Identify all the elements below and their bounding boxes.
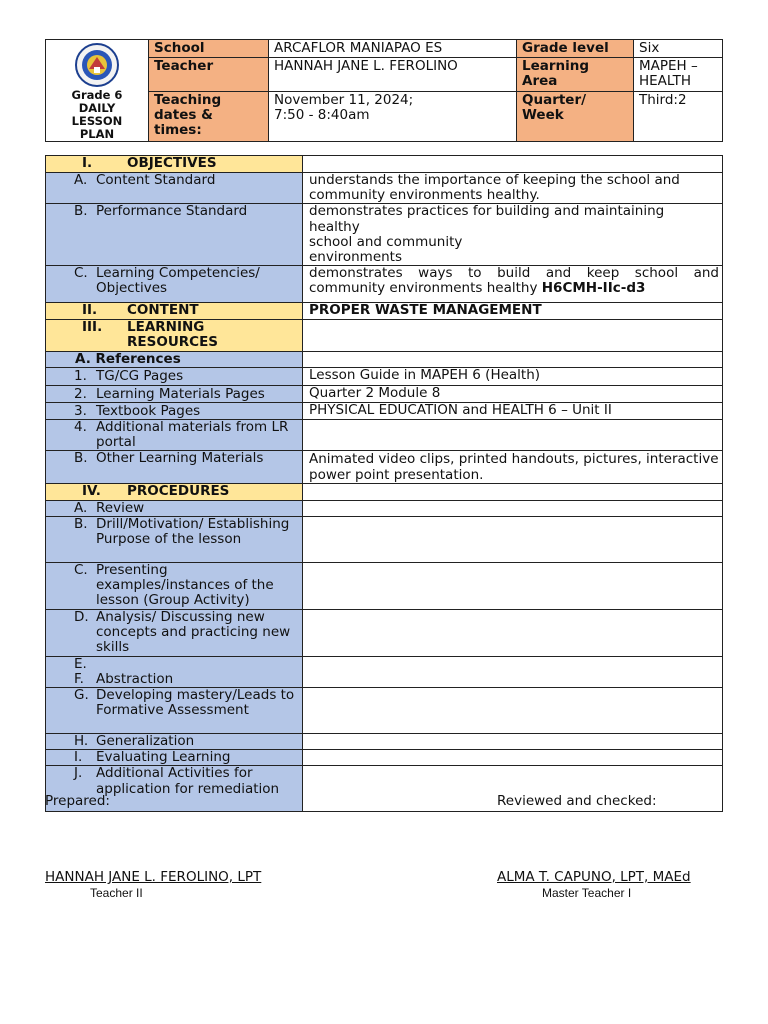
other-materials-label: Other Learning Materials [96,450,264,467]
content-standard-mark: A. [74,172,88,188]
performance-standard-label: Performance Standard [96,203,248,220]
procedure-step-b-label: Drill/Motivation/ Establishing Purpose of the lesson [96,516,290,548]
teaching-dates-value [269,92,517,142]
procedure-step-d-label: Analysis/ Discussing new concepts and practicing new skills [96,609,291,656]
teacher-value: HANNAH JANE L. FEROLINO [269,58,517,92]
procedure-step-g-mark: G. [74,687,89,704]
reviewed-label: Reviewed and checked: [497,793,657,809]
resource-item-2 [46,385,303,402]
teaching-time: 7:50 - 8:40am [274,107,370,124]
resource-item-1-label: TG/CG Pages [96,368,184,385]
learning-area-label [517,58,634,92]
content-num: II. [82,302,98,319]
procedure-step-f-mark: F. [74,670,84,687]
references-label: A. References [46,352,303,368]
competencies-text: demonstrates ways to build and keep school and community environments healthy [309,265,719,297]
competencies-cell [46,266,303,303]
procedure-step-b-mark: B. [74,516,88,533]
procedure-step-a-value [303,500,723,516]
resource-item-1 [46,368,303,385]
reviewer-name: ALMA T. CAPUNO, LPT, MAEd [497,869,691,885]
objectives-value [303,156,723,173]
competencies-mark: C. [74,265,88,282]
performance-standard-line-1: demonstrates practices for building and maintaining healthy [309,203,665,235]
logo-caption-1: Grade 6 [71,88,123,102]
procedure-step-d [46,610,303,657]
objectives-heading [46,156,303,173]
other-materials-mark: B. [74,450,88,467]
objectives-title: OBJECTIVES [127,155,217,171]
reviewer-position: Master Teacher I [542,886,632,900]
procedure-step-h-mark: H. [74,733,89,750]
logo-caption-3: LESSON [71,114,123,128]
quarter-week-label-1: Quarter/ [522,92,587,109]
preparer-name: HANNAH JANE L. FEROLINO, LPT [45,869,262,885]
teaching-dates-label [149,92,269,142]
performance-standard-line-2: school and community [309,233,463,250]
performance-standard-line-3: environments [309,249,403,266]
resources-value [303,320,723,352]
performance-standard-mark: B. [74,203,88,220]
quarter-week-label [517,92,634,142]
resources-num: III. [82,319,103,336]
teaching-dates-label-2: dates & [154,107,213,124]
procedure-step-d-mark: D. [74,609,89,626]
resource-item-3-label: Textbook Pages [96,402,201,419]
competencies-code: H6CMH-IIc-d3 [541,280,646,297]
content-standard-value: understands the importance of keeping the school and community environments healthy. [303,173,723,204]
learning-area-value-2: HEALTH [639,73,691,90]
procedure-step-a-label: Review [96,499,145,516]
resources-title-1: LEARNING [127,319,205,336]
competencies-value [303,266,723,303]
procedure-step-a [46,500,303,516]
resource-item-3-value: PHYSICAL EDUCATION and HEALTH 6 – Unit II [303,402,723,419]
teacher-label: Teacher [149,58,269,92]
objectives-num: I. [82,155,93,171]
prepared-label: Prepared: [45,793,110,809]
resource-item-1-mark: 1. [74,368,87,385]
content-standard-cell [46,173,303,204]
resource-item-4-value [303,420,723,451]
learning-area-value [634,58,723,92]
procedures-heading [46,483,303,500]
resource-item-2-label: Learning Materials Pages [96,385,265,402]
procedure-step-g-label: Developing mastery/Leads to Formative Assessment [96,687,295,719]
procedure-step-ef [46,656,303,687]
procedure-step-j-mark: J. [74,765,83,782]
resource-item-1-value: Lesson Guide in MAPEH 6 (Health) [303,368,723,385]
learning-area-label-2: Area [522,73,558,90]
references-value [303,352,723,368]
competencies-label-2: Objectives [96,280,168,297]
resource-item-4-label: Additional materials from LR portal [96,419,289,451]
resources-heading [46,320,303,352]
teaching-date: November 11, 2024; [274,92,414,109]
procedure-step-h [46,734,303,750]
procedure-step-c-label: Presenting examples/instances of the lesson (Group Activity) [96,562,274,609]
school-label: School [149,40,269,58]
resource-item-4-mark: 4. [74,419,87,436]
procedure-step-b [46,517,303,563]
teaching-dates-label-1: Teaching [154,92,222,109]
school-value: ARCAFLOR MANIAPAO ES [269,40,517,58]
procedure-step-c-value [303,563,723,610]
content-heading [46,303,303,320]
learning-area-label-1: Learning [522,58,590,75]
procedure-step-i-mark: I. [74,749,83,766]
content-value: PROPER WASTE MANAGEMENT [303,303,723,320]
performance-standard-value [303,204,723,266]
content-standard-label: Content Standard [96,172,216,188]
header-table [45,39,723,142]
teaching-dates-label-3: times: [154,122,202,139]
resource-item-2-value: Quarter 2 Module 8 [303,385,723,402]
procedure-step-i-value [303,750,723,766]
resource-item-3-mark: 3. [74,402,87,419]
procedure-step-a-mark: A. [74,499,88,516]
procedure-step-i-label: Evaluating Learning [96,749,231,766]
deped-seal-icon [75,43,119,87]
procedure-step-j-label: Additional Activities for application for remediation [96,765,280,797]
procedures-num: IV. [82,482,101,499]
procedure-step-g-value [303,688,723,734]
procedure-step-b-value [303,517,723,563]
procedures-title: PROCEDURES [127,482,230,499]
logo-caption-2: DAILY [78,101,116,115]
procedure-step-d-value [303,610,723,657]
resource-item-4 [46,420,303,451]
procedure-step-ef-value [303,656,723,687]
procedures-value [303,483,723,500]
logo-cell [46,40,149,142]
procedure-step-e-mark: E. [74,655,87,672]
procedure-step-c [46,563,303,610]
grade-level-label: Grade level [517,40,634,58]
procedure-step-i [46,750,303,766]
performance-standard-cell [46,204,303,266]
quarter-week-label-2: Week [522,107,564,124]
procedure-step-h-label: Generalization [96,733,195,750]
procedure-step-h-value [303,734,723,750]
other-materials-value: Animated video clips, printed handouts, pictures, interactive power point presentation. [303,451,723,483]
resources-title-2: RESOURCES [127,334,219,351]
competencies-label-1: Learning Competencies/ [96,265,260,282]
learning-area-value-1: MAPEH – [639,58,698,75]
procedure-step-f-label: Abstraction [96,670,174,687]
resource-item-2-mark: 2. [74,385,87,402]
preparer-position: Teacher II [90,886,143,900]
procedure-step-c-mark: C. [74,562,88,579]
lesson-plan-table [45,155,723,812]
content-title: CONTENT [127,302,199,319]
procedure-step-g [46,688,303,734]
grade-level-value: Six [634,40,723,58]
logo-caption-4: PLAN [79,127,115,141]
resource-item-3 [46,402,303,419]
quarter-week-value: Third:2 [634,92,723,142]
other-materials-cell [46,451,303,483]
